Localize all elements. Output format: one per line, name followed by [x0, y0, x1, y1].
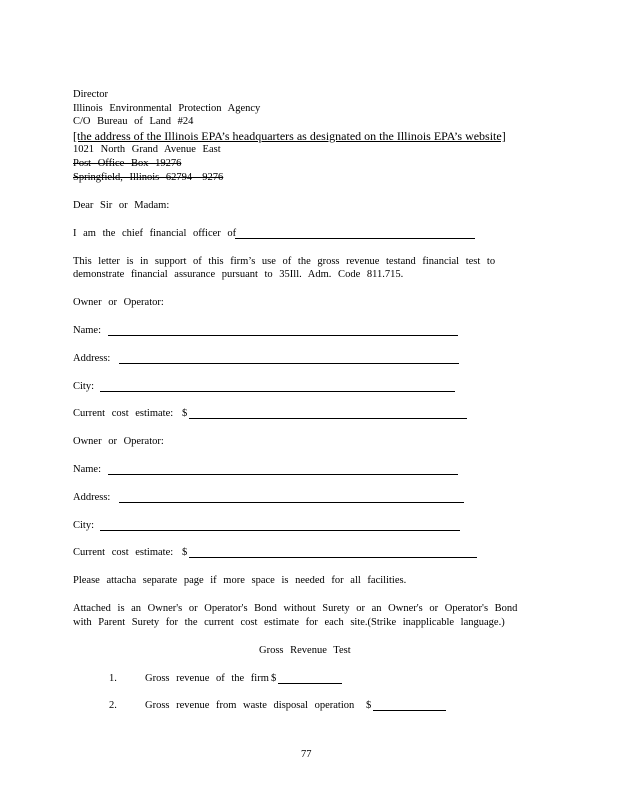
cfo-statement: I am the chief financial officer of	[73, 228, 237, 239]
addressee-bureau: C/O Bureau of Land #24	[73, 116, 194, 127]
addressee-po-box: Post Office Box 19276	[73, 158, 182, 169]
item-2-number: 2.	[109, 700, 117, 711]
support-paragraph-line-2: demonstrate financial assurance pursuant to 35Ill. Adm. Code 811.715.	[73, 269, 404, 280]
dollar-sign-1: $	[182, 408, 188, 419]
bond-paragraph-line-1: Attached is an Owner's or Operator's Bond without Surety or an Owner's or Operator's Bond	[73, 603, 518, 614]
name-label-1: Name:	[73, 325, 101, 336]
inserted-address: [the address of the Illinois EPA’s headquarters as designated on the Illinois EPA’s website]	[73, 129, 506, 143]
bond-paragraph-line-2: with Parent Surety for the current cost estimate for each site.(Strike inapplicable language.)	[73, 617, 505, 628]
city-field-1[interactable]	[100, 391, 455, 392]
address-field-2[interactable]	[119, 502, 464, 503]
addressee-agency: Illinois Environmental Protection Agency	[73, 103, 261, 114]
cost-label-2: Current cost estimate:	[73, 547, 174, 558]
owner-heading-1: Owner or Operator:	[73, 297, 164, 308]
cost-label-1: Current cost estimate:	[73, 408, 174, 419]
addressee-title: Director	[73, 89, 108, 100]
cost-field-1[interactable]	[189, 418, 467, 419]
item-2-text: Gross revenue from waste disposal operation	[145, 700, 355, 711]
name-field-1[interactable]	[108, 335, 458, 336]
city-label-1: City:	[73, 381, 95, 392]
address-field-1[interactable]	[119, 363, 459, 364]
item-1-number: 1.	[109, 673, 117, 684]
item-1-dollar: $	[271, 673, 277, 684]
city-field-2[interactable]	[100, 530, 460, 531]
cost-field-2[interactable]	[189, 557, 477, 558]
page-number: 77	[301, 749, 312, 760]
support-paragraph-line-1: This letter is in support of this firm’s use of the gross revenue testand financial test to	[73, 256, 496, 267]
dollar-sign-2: $	[182, 547, 188, 558]
item-1-field[interactable]	[278, 683, 342, 684]
address-label-1: Address:	[73, 353, 111, 364]
salutation: Dear Sir or Madam:	[73, 200, 170, 211]
item-2-field[interactable]	[373, 710, 446, 711]
addressee-city-line: Springfield, Illinois 62794- 9276	[73, 172, 224, 183]
item-2-dollar: $	[366, 700, 372, 711]
addressee-street: 1021 North Grand Avenue East	[73, 144, 221, 155]
attach-note: Please attacha separate page if more space is needed for all facilities.	[73, 575, 407, 586]
gross-revenue-test-heading: Gross Revenue Test	[259, 645, 351, 656]
name-label-2: Name:	[73, 464, 101, 475]
cfo-firm-blank[interactable]	[235, 238, 475, 239]
item-1-text: Gross revenue of the firm	[145, 673, 269, 684]
name-field-2[interactable]	[108, 474, 458, 475]
owner-heading-2: Owner or Operator:	[73, 436, 164, 447]
city-label-2: City:	[73, 520, 95, 531]
address-label-2: Address:	[73, 492, 111, 503]
